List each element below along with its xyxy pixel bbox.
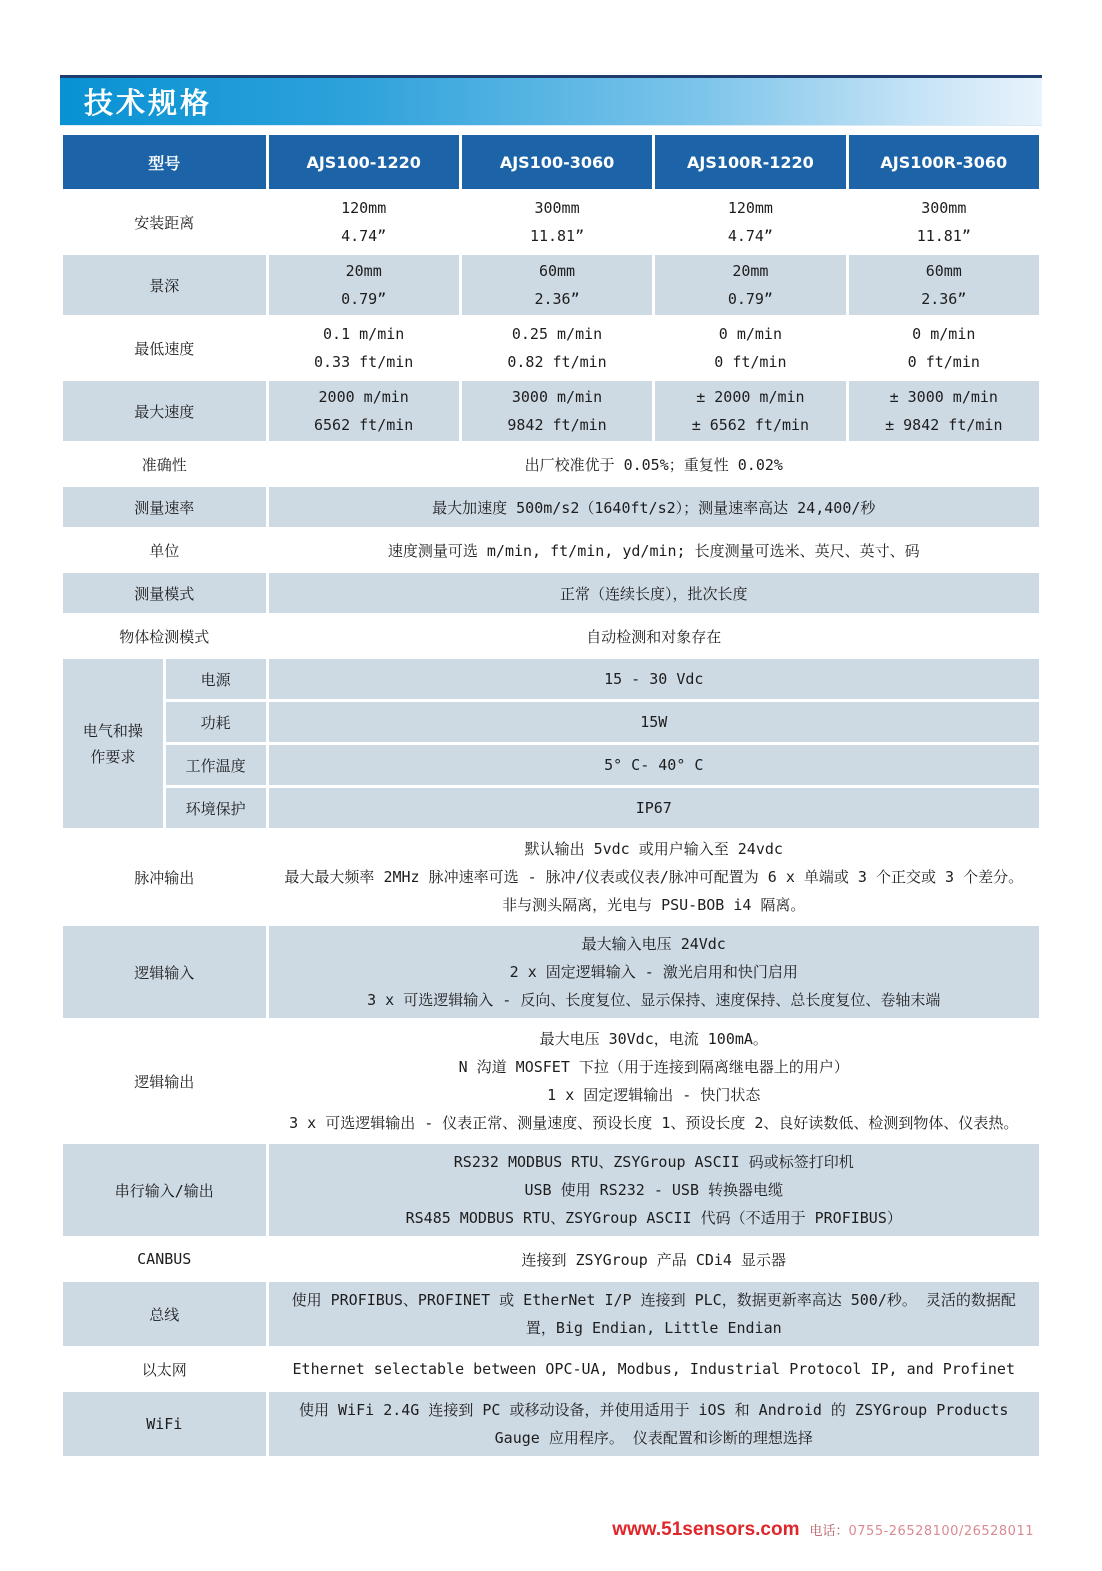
value-line: 最大电压 30Vdc，电流 100mA。 [539, 1030, 768, 1048]
row-pulse-output [63, 831, 1039, 923]
value-cell [269, 381, 459, 441]
row-electrical-protection [63, 788, 1039, 828]
row-wifi [63, 1392, 1039, 1456]
value-cell [462, 381, 652, 441]
value-cell [269, 1392, 1040, 1456]
table-header-row [63, 135, 1039, 189]
value-line: 2 x 固定逻辑输入 - 激光启用和快门启用 [509, 963, 798, 981]
value-cell [849, 318, 1039, 378]
phone-number: 0755-26528100/26528011 [848, 1524, 1034, 1539]
value-cell [849, 255, 1039, 315]
value-cell [462, 255, 652, 315]
metric-value: 0 m/min [718, 325, 782, 343]
value-cell [269, 192, 459, 252]
phone-text [809, 1520, 1034, 1539]
row-electrical-temperature [63, 745, 1039, 785]
row-label: 以太网 [63, 1349, 266, 1389]
value-line: 1 x 固定逻辑输出 - 快门状态 [547, 1086, 761, 1104]
value-cell [849, 381, 1039, 441]
spec-sheet-page [0, 75, 1102, 1459]
row-bus [63, 1282, 1039, 1346]
metric-value: 60mm [538, 262, 576, 280]
metric-value: 0 m/min [912, 325, 976, 343]
imperial-value: ± 9842 ft/min [885, 416, 1003, 434]
row-accuracy [63, 444, 1039, 484]
value-cell: IP67 [269, 788, 1040, 828]
metric-value: 120mm [727, 199, 773, 217]
value-cell [462, 318, 652, 378]
row-label: 脉冲输出 [63, 831, 266, 923]
row-label: 单位 [63, 530, 266, 570]
metric-value: 300mm [921, 199, 967, 217]
value-cell [655, 255, 845, 315]
section-title-bar [60, 75, 1042, 125]
row-units [63, 530, 1039, 570]
value-cell [655, 381, 845, 441]
row-max-speed [63, 381, 1039, 441]
metric-value: 20mm [732, 262, 769, 280]
row-label: 总线 [63, 1282, 266, 1346]
header-model-2: AJS100-3060 [462, 135, 652, 189]
row-label: 最大速度 [63, 381, 266, 441]
website-link[interactable]: www.51sensors.com [612, 1519, 800, 1540]
value-line: 3 x 可选逻辑输入 - 反向、长度复位、显示保持、速度保持、总长度复位、卷轴末端 [367, 991, 941, 1009]
metric-value: 60mm [925, 262, 962, 280]
header-model-label: 型号 [63, 135, 266, 189]
page-title: 技术规格 [84, 88, 213, 120]
row-object-detection [63, 616, 1039, 656]
value-cell [269, 255, 459, 315]
value-cell [269, 831, 1040, 923]
header-model-3: AJS100R-1220 [655, 135, 845, 189]
metric-value: 120mm [341, 199, 387, 217]
row-measure-rate [63, 487, 1039, 527]
value-cell [269, 926, 1040, 1018]
imperial-value: 0.79” [341, 290, 387, 308]
row-label: 准确性 [63, 444, 266, 484]
value-cell: 速度测量可选 m/min, ft/min, yd/min; 长度测量可选米、英尺、英寸、码 [269, 530, 1040, 570]
row-canbus [63, 1239, 1039, 1279]
row-serial-io [63, 1144, 1039, 1236]
metric-value: 300mm [534, 199, 580, 217]
value-cell: 自动检测和对象存在 [269, 616, 1040, 656]
imperial-value: 0 ft/min [907, 353, 980, 371]
row-label: 最低速度 [63, 318, 266, 378]
metric-value: ± 2000 m/min [696, 388, 805, 406]
imperial-value: 2.36” [534, 290, 580, 308]
imperial-value: 0.82 ft/min [507, 353, 607, 371]
imperial-value: ± 6562 ft/min [691, 416, 810, 434]
imperial-value: 9842 ft/min [507, 416, 607, 434]
row-label: 逻辑输出 [63, 1021, 266, 1141]
sub-label: 电源 [166, 659, 266, 699]
row-label: 逻辑输入 [63, 926, 266, 1018]
imperial-value: 4.74” [727, 227, 773, 245]
phone-label: 电话： [809, 1524, 849, 1539]
row-install-distance [63, 192, 1039, 252]
sub-label: 环境保护 [166, 788, 266, 828]
row-label: CANBUS [63, 1239, 266, 1279]
value-cell [269, 1021, 1040, 1141]
value-cell [655, 318, 845, 378]
header-model-4: AJS100R-3060 [849, 135, 1039, 189]
metric-value: 0.25 m/min [511, 325, 603, 343]
value-cell: 15W [269, 702, 1040, 742]
value-cell: Ethernet selectable between OPC-UA, Modbus, Industrial Protocol IP, and Profinet [269, 1349, 1040, 1389]
metric-value: 20mm [345, 262, 382, 280]
value-cell: 出厂校准优于 0.05%；重复性 0.02% [269, 444, 1040, 484]
imperial-value: 0 ft/min [714, 353, 787, 371]
value-line: 使用 WiFi 2.4G 连接到 PC 或移动设备，并使用适用于 iOS 和 Android 的 ZSYGroup Products Gauge 应用程序。 仪表配置和诊断的理想选择 [299, 1401, 1009, 1447]
value-cell [269, 318, 459, 378]
row-label: 测量速率 [63, 487, 266, 527]
value-cell [655, 192, 845, 252]
value-cell: 5° C- 40° C [269, 745, 1040, 785]
value-line: RS485 MODBUS RTU、ZSYGroup ASCII 代码（不适用于 PROFIBUS） [405, 1209, 902, 1227]
sub-label: 功耗 [166, 702, 266, 742]
row-ethernet [63, 1349, 1039, 1389]
value-cell: 连接到 ZSYGroup 产品 CDi4 显示器 [269, 1239, 1040, 1279]
value-line: USB 使用 RS232 - USB 转换器电缆 [524, 1181, 784, 1199]
row-min-speed [63, 318, 1039, 378]
sub-label: 工作温度 [166, 745, 266, 785]
value-line: 默认输出 5vdc 或用户输入至 24vdc [524, 840, 783, 858]
imperial-value: 6562 ft/min [314, 416, 414, 434]
row-label: WiFi [63, 1392, 266, 1456]
imperial-value: 4.74” [341, 227, 387, 245]
imperial-value: 11.81” [529, 227, 585, 245]
metric-value: 2000 m/min [318, 388, 409, 406]
row-electrical-power [63, 659, 1039, 699]
value-line: RS232 MODBUS RTU、ZSYGroup ASCII 码或标签打印机 [453, 1153, 854, 1171]
row-label: 物体检测模式 [63, 616, 266, 656]
value-cell [849, 192, 1039, 252]
spec-table [60, 132, 1042, 1459]
value-line: 使用 PROFIBUS、PROFINET 或 EtherNet I/P 连接到 PLC，数据更新率高达 500/秒。 灵活的数据配置，Big Endian, Little Endian [291, 1291, 1016, 1337]
row-label: 安装距离 [63, 192, 266, 252]
metric-value: 0.1 m/min [323, 325, 405, 343]
value-cell [269, 1282, 1040, 1346]
value-line: N 沟道 MOSFET 下拉（用于连接到隔离继电器上的用户） [458, 1058, 849, 1076]
value-line: 最大最大频率 2MHz 脉冲速率可选 - 脉冲/仪表或仪表/脉冲可配置为 6 x 单端或 3 个正交或 3 个差分。 非与测头隔离，光电与 PSU-BOB i4 隔离。 [284, 868, 1024, 914]
imperial-value: 11.81” [916, 227, 971, 245]
row-label: 测量模式 [63, 573, 266, 613]
group-label: 电气和操作要求 [63, 659, 163, 828]
row-measure-modes [63, 573, 1039, 613]
row-label: 景深 [63, 255, 266, 315]
value-line: 3 x 可选逻辑输出 - 仪表正常、测量速度、预设长度 1、预设长度 2、良好读数低、检测到物体、仪表热。 [289, 1114, 1019, 1132]
metric-value: ± 3000 m/min [889, 388, 998, 406]
value-cell: 15 - 30 Vdc [269, 659, 1040, 699]
value-cell: 最大加速度 500m/s2（1640ft/s2）；测量速率高达 24,400/秒 [269, 487, 1040, 527]
imperial-value: 2.36” [921, 290, 967, 308]
row-electrical-consumption [63, 702, 1039, 742]
value-cell [269, 1144, 1040, 1236]
page-footer [612, 1519, 1034, 1541]
metric-value: 3000 m/min [511, 388, 603, 406]
row-logic-input [63, 926, 1039, 1018]
row-depth-of-field [63, 255, 1039, 315]
imperial-value: 0.33 ft/min [314, 353, 414, 371]
row-label: 串行输入/输出 [63, 1144, 266, 1236]
value-line: 最大输入电压 24Vdc [581, 935, 726, 953]
row-logic-output [63, 1021, 1039, 1141]
value-cell: 正常（连续长度），批次长度 [269, 573, 1040, 613]
header-model-1: AJS100-1220 [269, 135, 459, 189]
imperial-value: 0.79” [727, 290, 773, 308]
value-cell [462, 192, 652, 252]
